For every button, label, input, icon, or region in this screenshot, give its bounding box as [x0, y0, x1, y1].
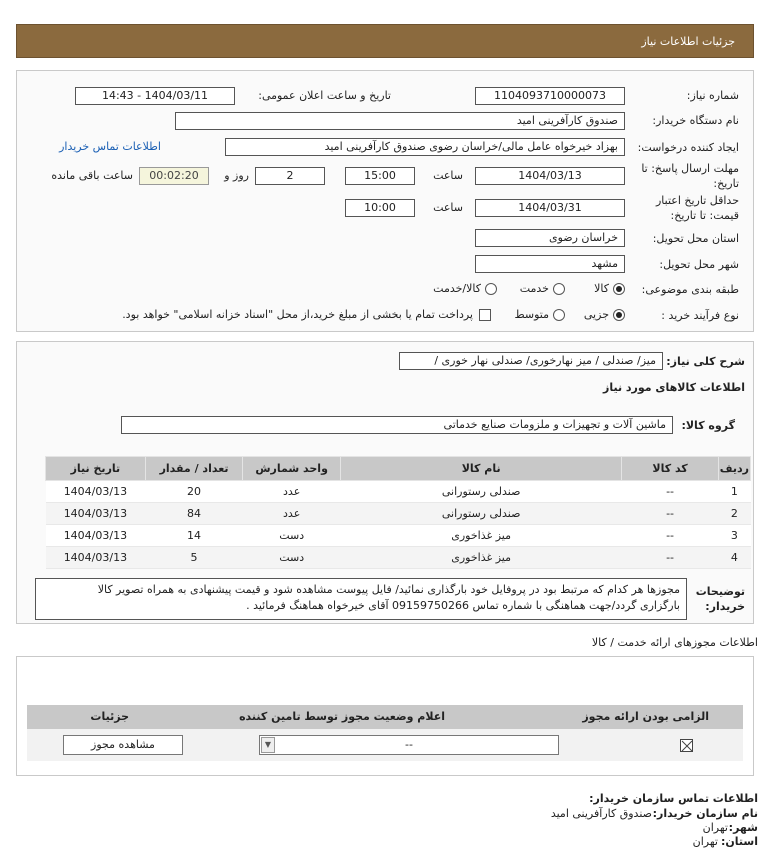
buyer-contact-link[interactable]: اطلاعات تماس خریدار — [59, 140, 161, 153]
table-row — [46, 525, 751, 547]
announce-field: 1404/03/11 - 14:43 — [75, 87, 235, 105]
col-name: نام کالا — [340, 457, 621, 481]
cell-code: -- — [622, 503, 718, 525]
goods-table-header — [46, 457, 751, 481]
days-label: روز و — [224, 169, 249, 182]
goods-section-title: اطلاعات کالاهای مورد نیاز — [603, 381, 745, 394]
buyer-notes-label-2: خریدار: — [705, 600, 745, 613]
required-checkbox — [680, 739, 693, 752]
permits-col-details: جزئیات — [90, 710, 129, 723]
contact-province-value: تهران — [692, 835, 718, 848]
cell-row: 4 — [718, 547, 750, 569]
validity-time-label: ساعت — [433, 201, 463, 214]
cell-name: میز غذاخوری — [340, 547, 621, 569]
city-label: شهر محل تحویل: — [659, 258, 739, 271]
process-option-medium: متوسط — [514, 308, 549, 321]
need-info-panel — [16, 70, 754, 332]
cell-name: میز غذاخوری — [340, 525, 621, 547]
cell-date: 1404/03/13 — [46, 547, 146, 569]
contact-org-value: صندوق کارآفرینی امید — [550, 807, 652, 820]
cell-row: 3 — [718, 525, 750, 547]
permits-table-row — [27, 729, 743, 761]
view-permit-button[interactable]: مشاهده مجوز — [63, 735, 183, 755]
remaining-timer: 00:02:20 — [139, 167, 209, 185]
city-field: مشهد — [475, 255, 625, 273]
cell-name: صندلی رستورانی — [340, 503, 621, 525]
contact-city-value: تهران — [702, 821, 728, 834]
goods-group-field: ماشین آلات و تجهیزات و ملزومات صنایع خدماتی — [121, 416, 673, 434]
category-option-service: خدمت — [519, 282, 549, 295]
cell-date: 1404/03/13 — [46, 525, 146, 547]
cell-code: -- — [622, 547, 718, 569]
cell-code: -- — [622, 525, 718, 547]
cell-name: صندلی رستورانی — [340, 481, 621, 503]
buyer-org-field: صندوق کارآفرینی امید — [175, 112, 625, 130]
category-label: طبقه بندی موضوعی: — [641, 283, 739, 296]
remaining-label: ساعت باقی مانده — [51, 169, 133, 182]
page-title: جزئیات اطلاعات نیاز — [641, 35, 735, 48]
permit-status-select[interactable] — [259, 735, 559, 755]
reply-time-label: ساعت — [433, 169, 463, 182]
cell-code: -- — [622, 481, 718, 503]
buyer-notes-box — [35, 578, 687, 620]
permits-table-header — [27, 705, 743, 729]
creator-field: بهزاد خیرخواه عامل مالی/خراسان رضوی صندوق کارآفرینی امید — [225, 138, 625, 156]
table-row — [46, 481, 751, 503]
reply-time-field: 15:00 — [345, 167, 415, 185]
cell-row: 1 — [718, 481, 750, 503]
cell-date: 1404/03/13 — [46, 481, 146, 503]
buyer-notes-label: توضیحات — [695, 585, 745, 598]
cell-date: 1404/03/13 — [46, 503, 146, 525]
cell-qty: 20 — [145, 481, 243, 503]
permits-col-required: الزامی بودن ارائه مجوز — [582, 710, 709, 723]
process-radio-minor[interactable] — [613, 309, 625, 321]
permits-panel — [16, 656, 754, 776]
cell-qty: 14 — [145, 525, 243, 547]
treasury-note: پرداخت تمام یا بخشی از مبلغ خرید،از محل "اسناد خزانه اسلامی" خواهد بود. — [122, 308, 473, 321]
buyer-notes-line-2: بارگزاری گردد/جهت هماهنگی با شماره تماس 09159750266 آقای خیرخواه هماهنگ فرمائید . — [246, 599, 680, 612]
category-option-goods-service: کالا/خدمت — [433, 282, 481, 295]
category-option-goods: کالا — [594, 282, 609, 295]
category-radio-goods-service[interactable] — [485, 283, 497, 295]
col-row: ردیف — [718, 457, 750, 481]
reply-date-field: 1404/03/13 — [475, 167, 625, 185]
cell-unit: دست — [243, 525, 341, 547]
process-label: نوع فرآیند خرید : — [661, 309, 739, 322]
permits-col-status: اعلام وضعیت مجوز توسط تامین کننده — [239, 710, 445, 723]
contact-province-label: استان: — [721, 835, 758, 848]
cell-unit: عدد — [243, 481, 341, 503]
cell-qty: 5 — [145, 547, 243, 569]
col-qty: تعداد / مقدار — [145, 457, 243, 481]
chevron-down-icon[interactable]: ▼ — [261, 737, 275, 753]
announce-label: تاریخ و ساعت اعلان عمومی: — [258, 89, 391, 102]
need-number-label: شماره نیاز: — [686, 89, 739, 102]
goods-panel — [16, 341, 754, 624]
treasury-checkbox[interactable] — [479, 309, 491, 321]
reply-deadline-label: مهلت ارسال پاسخ: تا — [641, 162, 739, 175]
category-radio-goods[interactable] — [613, 283, 625, 295]
contact-org-label: نام سازمان خریدار: — [652, 807, 758, 820]
contact-section-title: اطلاعات تماس سازمان خریدار: — [589, 792, 758, 805]
process-option-minor: جزیی — [583, 308, 609, 321]
price-validity-label-2: قیمت: تا تاریخ: — [670, 209, 739, 222]
province-field: خراسان رضوی — [475, 229, 625, 247]
col-date: تاریخ نیاز — [46, 457, 146, 481]
permit-status-value: -- — [405, 738, 413, 751]
cell-qty: 84 — [145, 503, 243, 525]
need-number-field: 1104093710000073 — [475, 87, 625, 105]
table-row — [46, 503, 751, 525]
process-radio-medium[interactable] — [553, 309, 565, 321]
permits-section-title: اطلاعات مجوزهای ارائه خدمت / کالا — [591, 636, 758, 649]
province-label: استان محل تحویل: — [652, 232, 739, 245]
page-header — [16, 24, 754, 58]
description-field: میز/ صندلی / میز نهارخوری/ صندلی نهار خوری / — [399, 352, 663, 370]
col-unit: واحد شمارش — [243, 457, 341, 481]
validity-time-field: 10:00 — [345, 199, 415, 217]
buyer-notes-line-1: مجوزها هر کدام که مرتبط بود در پروفایل خود بارگذاری نمائید/ فایل پیوست مشاهده شود و قیمت پیشنهادی به همراه تصویر کالا — [97, 583, 680, 596]
cell-row: 2 — [718, 503, 750, 525]
validity-date-field: 1404/03/31 — [475, 199, 625, 217]
days-field: 2 — [255, 167, 325, 185]
creator-label: ایجاد کننده درخواست: — [637, 141, 739, 154]
col-code: کد کالا — [622, 457, 718, 481]
reply-deadline-label-2: تاریخ: — [713, 177, 739, 190]
cell-unit: عدد — [243, 503, 341, 525]
contact-city-label: شهر: — [728, 821, 758, 834]
price-validity-label: حداقل تاریخ اعتبار — [655, 194, 739, 207]
table-row — [46, 547, 751, 569]
buyer-org-label: نام دستگاه خریدار: — [652, 114, 739, 127]
x-mark-icon — [681, 740, 694, 753]
goods-table — [45, 456, 751, 569]
goods-group-label: گروه کالا: — [681, 419, 735, 432]
category-radio-service[interactable] — [553, 283, 565, 295]
cell-unit: دست — [243, 547, 341, 569]
description-label: شرح کلی نیاز: — [666, 355, 745, 368]
